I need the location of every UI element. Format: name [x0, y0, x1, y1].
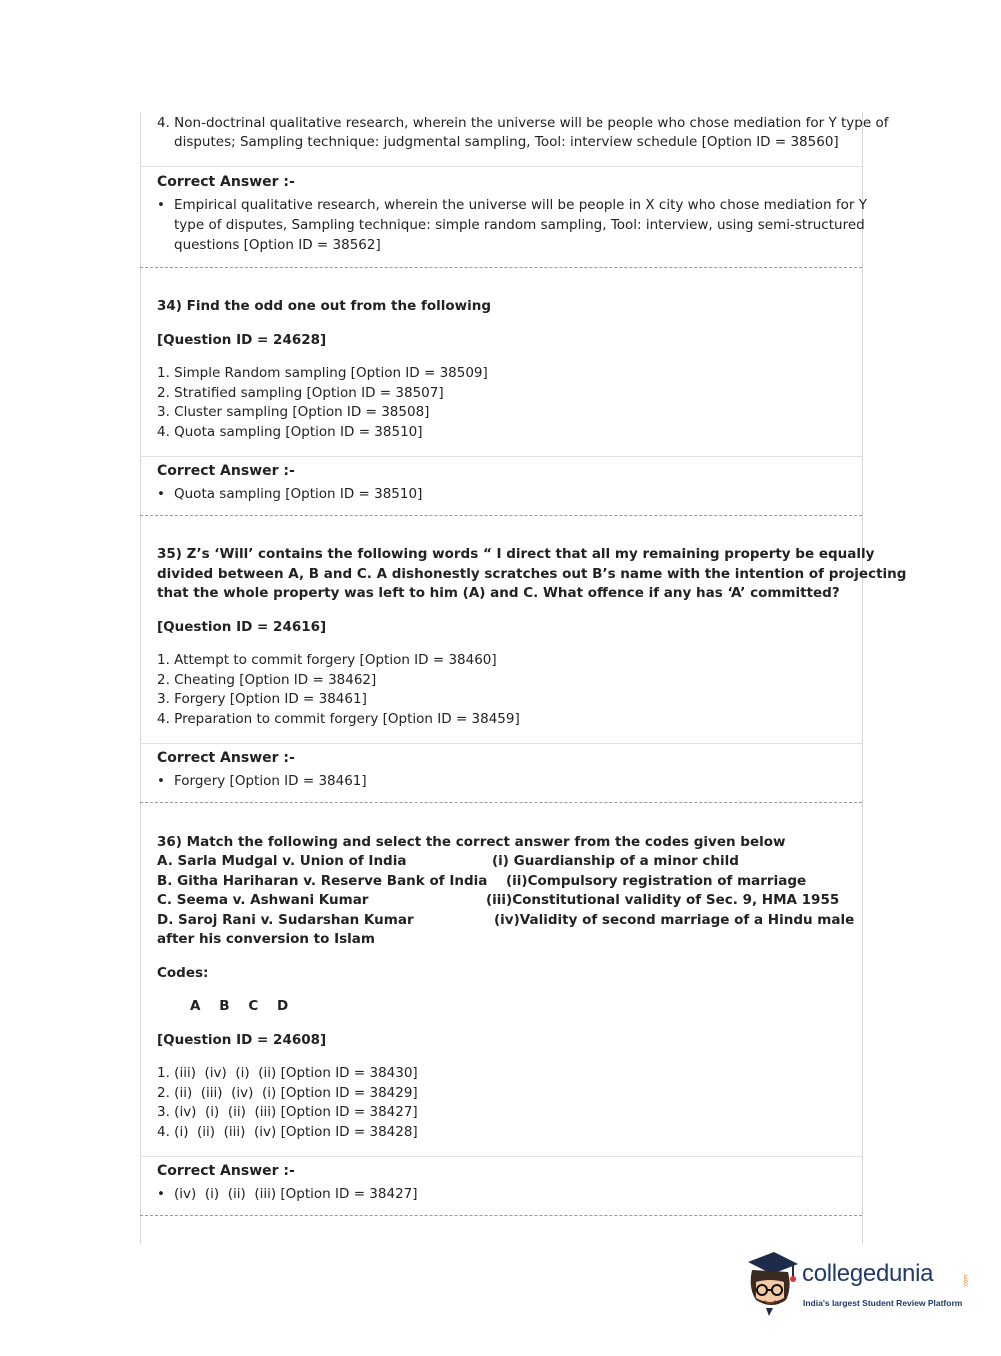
q34-option-2: 2. Stratified sampling [Option ID = 38507]: [157, 385, 444, 401]
question-separator: [140, 515, 862, 516]
q35-option-1: 1. Attempt to commit forgery [Option ID = 38460]: [157, 652, 497, 668]
q36-left-tail: after his conversion to Islam: [157, 931, 375, 947]
q34-option-3: 3. Cluster sampling [Option ID = 38508]: [157, 404, 430, 420]
q35-answer: • Forgery [Option ID = 38461]: [174, 772, 367, 792]
q36-codes-label: Codes:: [157, 965, 209, 981]
q36-right-iv: (iv)Validity of second marriage of a Hindu male: [494, 912, 855, 928]
q33-option-4-line1: 4. Non-doctrinal qualitative research, wherein the universe will be people who chose mediation for Y type of: [157, 115, 889, 131]
logo-wordmark: collegedunia: [802, 1260, 934, 1287]
q33-answer-line3: questions [Option ID = 38562]: [174, 237, 381, 253]
q34-question-id: [Question ID = 24628]: [157, 332, 327, 348]
collegedunia-logo: [742, 1248, 972, 1318]
q36-option-4: 4. (i) (ii) (iii) (iv) [Option ID = 38428]: [157, 1124, 418, 1140]
divider: [140, 743, 862, 744]
correct-answer-label: Correct Answer :-: [157, 750, 295, 766]
q34-answer: • Quota sampling [Option ID = 38510]: [174, 485, 422, 505]
q36-option-2: 2. (ii) (iii) (iv) (i) [Option ID = 38429]: [157, 1085, 418, 1101]
q36-right-ii: (ii)Compulsory registration of marriage: [506, 873, 807, 889]
divider: [140, 456, 862, 457]
question-separator: [140, 802, 862, 803]
mascot-icon: [742, 1248, 802, 1318]
q35-option-4: 4. Preparation to commit forgery [Option ID = 38459]: [157, 711, 520, 727]
q35-question-line3: that the whole property was left to him (A) and C. What offence if any has ‘A’ committed?: [157, 585, 840, 601]
q36-left-c: C. Seema v. Ashwani Kumar: [157, 892, 369, 908]
divider: [140, 1156, 862, 1157]
logo-tagline: India's largest Student Review Platform: [803, 1298, 963, 1308]
divider: [140, 166, 862, 167]
q36-option-1: 1. (iii) (iv) (i) (ii) [Option ID = 38430]: [157, 1065, 418, 1081]
q34-option-1: 1. Simple Random sampling [Option ID = 38509]: [157, 365, 488, 381]
correct-answer-label: Correct Answer :-: [157, 174, 295, 190]
q35-question-line2: divided between A, B and C. A dishonestly scratches out B’s name with the intention of projecting: [157, 566, 907, 582]
q35-question-line1: 35) Z’s ‘Will’ contains the following words “ I direct that all my remaining property be equally: [157, 546, 875, 562]
logo-suffix: .com: [963, 1274, 970, 1288]
q36-option-3: 3. (iv) (i) (ii) (iii) [Option ID = 38427]: [157, 1104, 418, 1120]
correct-answer-label: Correct Answer :-: [157, 1163, 295, 1179]
q36-right-iii: (iii)Constitutional validity of Sec. 9, HMA 1955: [486, 892, 840, 908]
q33-answer-line2: type of disputes, Sampling technique: simple random sampling, Tool: interview, using semi-structured: [174, 217, 865, 233]
q34-option-4: 4. Quota sampling [Option ID = 38510]: [157, 424, 423, 440]
q36-codes-header: A B C D: [190, 998, 289, 1014]
question-separator: [140, 1215, 862, 1216]
q35-option-3: 3. Forgery [Option ID = 38461]: [157, 691, 367, 707]
q36-question: 36) Match the following and select the correct answer from the codes given below: [157, 834, 786, 850]
q36-left-b: B. Githa Hariharan v. Reserve Bank of India: [157, 873, 488, 889]
q34-question: 34) Find the odd one out from the following: [157, 298, 492, 314]
question-separator: [140, 267, 862, 268]
q35-question-id: [Question ID = 24616]: [157, 619, 327, 635]
q33-answer-line1: • Empirical qualitative research, wherein the universe will be people in X city who chose mediation for Y: [174, 196, 867, 216]
q33-option-4-line2: disputes; Sampling technique: judgmental sampling, Tool: interview schedule [Option ID = 38560]: [174, 134, 839, 150]
q35-option-2: 2. Cheating [Option ID = 38462]: [157, 672, 377, 688]
q36-question-id: [Question ID = 24608]: [157, 1032, 327, 1048]
correct-answer-label: Correct Answer :-: [157, 463, 295, 479]
q36-answer: • (iv) (i) (ii) (iii) [Option ID = 38427]: [174, 1185, 418, 1205]
q36-right-i: (i) Guardianship of a minor child: [492, 853, 739, 869]
q36-left-a: A. Sarla Mudgal v. Union of India: [157, 853, 407, 869]
q36-left-d: D. Saroj Rani v. Sudarshan Kumar: [157, 912, 414, 928]
